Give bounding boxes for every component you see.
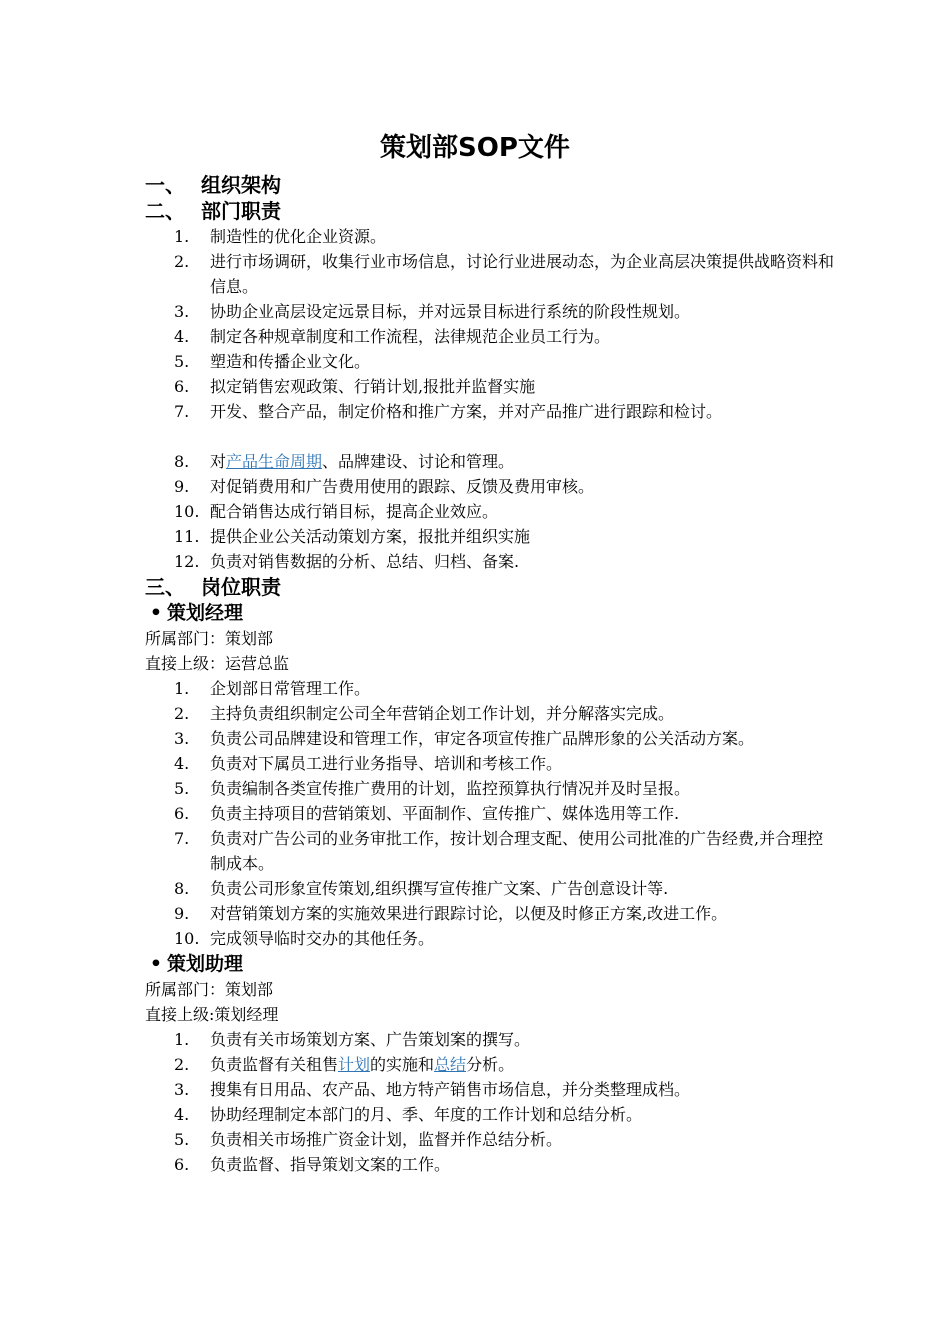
product-lifecycle-link[interactable]: 产品生命周期 bbox=[226, 452, 323, 471]
dept-duties-list-continued bbox=[145, 449, 835, 574]
list-item: 2. 进行市场调研，收集行业市场信息，讨论行业进展动态，为企业高层决策提供战略资料和信息。 bbox=[174, 252, 835, 296]
section-number: 三、 bbox=[145, 575, 185, 599]
list-item: 6. 负责监督、指导策划文案的工作。 bbox=[174, 1155, 451, 1174]
list-item: 3. 搜集有日用品、农产品、地方特产销售市场信息，并分类整理成档。 bbox=[174, 1080, 691, 1099]
list-item: 4. 协助经理制定本部门的月、季、年度的工作计划和总结分析。 bbox=[174, 1105, 643, 1124]
list-item: 3. 协助企业高层设定远景目标，并对远景目标进行系统的阶段性规划。 bbox=[174, 302, 691, 321]
section-dept-duties bbox=[145, 198, 835, 224]
list-item: 8. 对产品生命周期、品牌建设、讨论和管理。 bbox=[174, 452, 515, 471]
list-item: 12. 负责对销售数据的分析、总结、归档、备案. bbox=[174, 552, 520, 571]
bullet-icon: • bbox=[149, 953, 163, 975]
section-position-duties bbox=[145, 574, 835, 600]
list-item: 1. 制造性的优化企业资源。 bbox=[174, 227, 387, 246]
manager-dept: 所属部门：策划部 bbox=[145, 629, 274, 648]
section-label: 部门职责 bbox=[201, 199, 281, 223]
list-item: 6. 负责主持项目的营销策划、平面制作、宣传推广、媒体选用等工作. bbox=[174, 804, 680, 823]
document-body bbox=[145, 172, 835, 1177]
list-item: 1. 负责有关市场策划方案、广告策划案的撰写。 bbox=[174, 1030, 531, 1049]
list-item: 1. 企划部日常管理工作。 bbox=[174, 679, 371, 698]
plan-link[interactable]: 计划 bbox=[338, 1055, 371, 1074]
list-item: 5. 负责相关市场推广资金计划，监督并作总结分析。 bbox=[174, 1130, 563, 1149]
section-org-structure bbox=[145, 172, 835, 198]
bullet-icon: • bbox=[149, 602, 163, 624]
manager-duties-list bbox=[145, 676, 835, 951]
section-number: 二、 bbox=[145, 199, 185, 223]
list-item: 6. 拟定销售宏观政策、行销计划,报批并监督实施 bbox=[174, 377, 536, 396]
list-item: 11. 提供企业公关活动策划方案，报批并组织实施 bbox=[174, 527, 531, 546]
dept-duties-list bbox=[145, 224, 835, 424]
list-item: 2. 主持负责组织制定公司全年营销企划工作计划，并分解落实完成。 bbox=[174, 704, 675, 723]
list-item: 5. 塑造和传播企业文化。 bbox=[174, 352, 371, 371]
list-item: 2. 负责监督有关租售计划的实施和总结分析。 bbox=[174, 1055, 515, 1074]
list-item: 7. 开发、整合产品，制定价格和推广方案，并对产品推广进行跟踪和检讨。 bbox=[174, 402, 723, 421]
section-label: 岗位职责 bbox=[201, 575, 281, 599]
list-item: 4. 负责对下属员工进行业务指导、培训和考核工作。 bbox=[174, 754, 563, 773]
role-heading-assistant: • 策划助理 bbox=[145, 951, 835, 977]
role-heading-manager: • 策划经理 bbox=[145, 600, 835, 626]
list-item: 3. 负责公司品牌建设和管理工作，审定各项宣传推广品牌形象的公关活动方案。 bbox=[174, 729, 755, 748]
assistant-duties-list bbox=[145, 1027, 835, 1177]
blank-line bbox=[145, 424, 835, 449]
list-item: 10. 配合销售达成行销目标，提高企业效应。 bbox=[174, 502, 499, 521]
list-item: 10. 完成领导临时交办的其他任务。 bbox=[174, 929, 435, 948]
summary-link[interactable]: 总结 bbox=[434, 1055, 467, 1074]
list-item: 5. 负责编制各类宣传推广费用的计划，监控预算执行情况并及时呈报。 bbox=[174, 779, 691, 798]
list-item: 8. 负责公司形象宣传策划,组织撰写宣传推广文案、广告创意设计等. bbox=[174, 879, 669, 898]
list-item: 9. 对营销策划方案的实施效果进行跟踪讨论，以便及时修正方案,改进工作。 bbox=[174, 904, 728, 923]
document-title: 策划部SOP文件 bbox=[380, 133, 570, 163]
list-item: 9. 对促销费用和广告费用使用的跟踪、反馈及费用审核。 bbox=[174, 477, 595, 496]
manager-superior: 直接上级：运营总监 bbox=[145, 654, 290, 673]
list-item: 7. 负责对广告公司的业务审批工作，按计划合理支配、使用公司批准的广告经费,并合理控制成本。 bbox=[174, 829, 824, 873]
assistant-dept: 所属部门：策划部 bbox=[145, 980, 274, 999]
assistant-superior: 直接上级:策划经理 bbox=[145, 1005, 279, 1024]
section-label: 组织架构 bbox=[201, 173, 281, 197]
section-number: 一、 bbox=[145, 173, 185, 197]
list-item: 4. 制定各种规章制度和工作流程，法律规范企业员工行为。 bbox=[174, 327, 611, 346]
